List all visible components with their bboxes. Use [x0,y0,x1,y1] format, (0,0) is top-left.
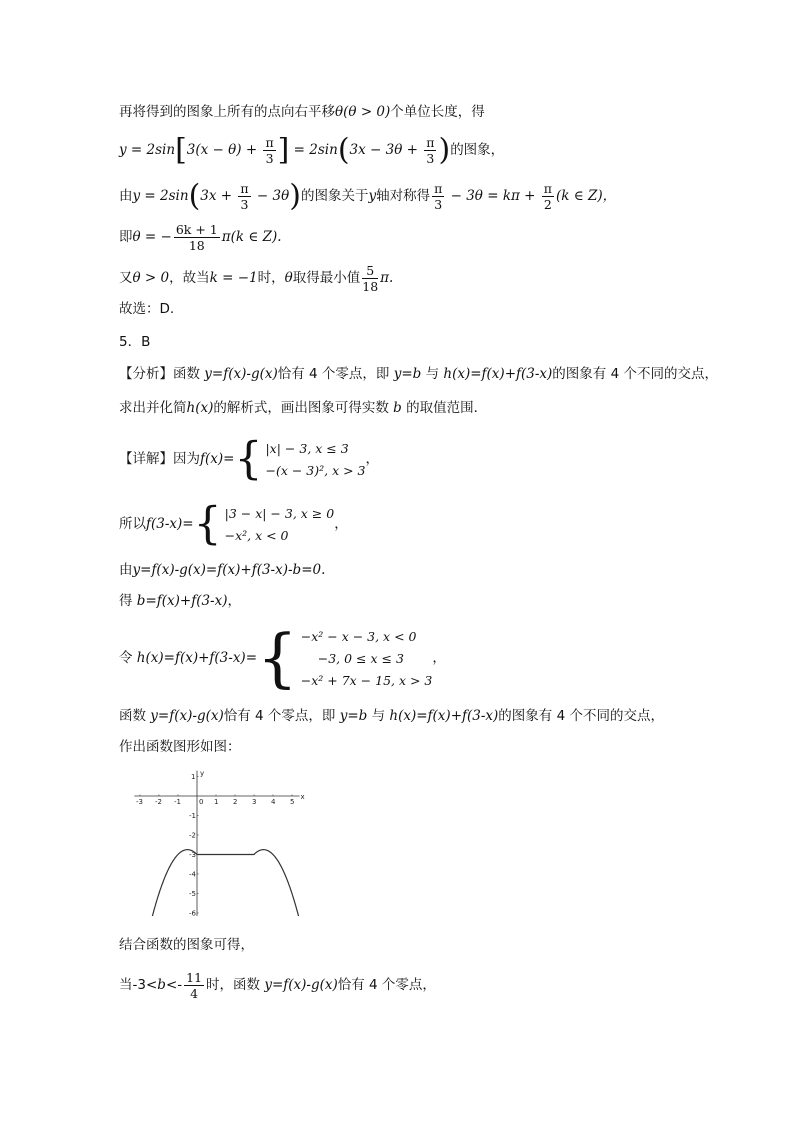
text: ， [365,451,379,467]
x-tick-label: 3 [252,798,257,806]
numerator: π [543,181,552,196]
brace: { [257,621,298,696]
numerator: π [240,181,249,196]
text: 再将得到的图象上所有的点向右平移 [119,104,335,120]
y-axis-label: y [200,769,205,778]
question-number: 5．B [119,334,151,350]
formula: 3(x − θ) + [186,142,262,158]
formula: y [368,188,377,204]
text: 令 [119,650,137,666]
text-line [119,560,325,580]
formula: y = 2sin [132,188,189,204]
case: −x² − x − 3, x < 0 [300,628,417,644]
numerator: 6k + 1 [175,222,218,237]
text-line: 结合函数的图象可得， [119,937,254,953]
cases [222,503,335,547]
paren: ( [337,132,350,168]
x-tick-label: 1 [214,798,219,806]
formula: y=f(x)-g(x) [204,366,278,382]
text: 恰有 4 个零点， [337,977,436,993]
formula: k = −1 [209,270,258,286]
formula: h(x)=f(x)+f(3-x)= [136,650,258,666]
x-tick-label: -2 [155,798,162,806]
formula: π(k ∈ Z). [221,229,282,245]
x-tick-label: 4 [271,798,276,806]
y-tick-label: -4 [189,870,196,879]
formula: y=b [393,366,422,382]
text: 个单位长度，得 [390,104,485,120]
denominator: 3 [240,197,249,212]
text: 的解析式，画出图象可得实数 [213,400,394,416]
formula: b=f(x)+f(3-x) [136,593,228,609]
formula: y = 2sin [119,142,176,158]
piecewise-line [119,621,446,696]
formula: − 3θ [252,188,290,204]
cases [298,626,433,692]
paren: ) [438,132,451,168]
text: 恰有 4 个零点，即 [223,708,340,724]
answer-line: 故选：D. [119,301,175,317]
text: 恰有 4 个零点，即 [277,366,394,382]
numerator: π [265,135,274,150]
text: 取得最小值 [292,270,361,286]
tick-labels [136,770,305,916]
text: <- [165,977,183,993]
text: 的图象关于 [300,188,369,204]
text: ， [334,516,348,532]
function-graph [126,764,306,916]
fraction [542,181,554,212]
denominator: 3 [434,197,443,212]
formula: θ [284,270,293,286]
text: ， [432,650,446,666]
x-tick-label: -3 [136,798,143,806]
bracket: [ [175,132,187,168]
formula: θ > 0 [132,270,170,286]
numerator: 11 [186,970,203,985]
formula: = 2sin [289,142,338,158]
formula: f(3-x)= [146,516,194,532]
formula: θ = − [132,229,172,245]
denominator: 18 [362,279,379,294]
origin-label: 0 [199,798,204,806]
fraction [174,222,220,253]
denominator: 2 [543,197,552,212]
case: |3 − x| − 3, x ≥ 0 [224,505,335,521]
text: 与 [367,708,390,724]
formula: b [157,977,166,993]
text-line: 作出函数图形如图： [119,739,241,755]
text: 由 [119,188,133,204]
text: 函数 [119,708,151,724]
y-tick-label: -6 [189,909,196,916]
formula: θ(θ > 0) [335,104,391,120]
paren: ( [188,178,201,214]
fraction [184,970,204,1001]
text: 【详解】因为 [119,451,200,467]
analysis-line [119,364,718,384]
case: −x² + 7x − 15, x > 3 [300,672,433,688]
text: 由 [119,562,133,578]
y-tick-label: 1 [191,773,196,781]
brace: { [193,498,222,550]
case: |x| − 3, x ≤ 3 [265,440,349,456]
text-line [119,591,241,611]
text: 求出并化简 [119,400,187,416]
fraction [424,135,436,166]
analysis-line [119,398,487,418]
y-tick-label: -2 [189,831,196,840]
text: 的取值范围． [401,400,488,416]
formula: 3x − 3θ + [349,142,423,158]
formula: y=f(x)-g(x) [264,977,338,993]
cases [262,438,365,482]
formula: y=f(x)-g(x)=f(x)+f(3-x)-b=0. [132,562,326,578]
text: 所以 [119,516,146,532]
formula-line [119,132,505,168]
case: −x², x < 0 [224,527,289,543]
x-tick-label: -1 [174,798,181,806]
x-axis-label: x [300,793,305,801]
y-tick-label: -1 [189,812,196,820]
fraction [238,181,250,212]
text: 即 [119,229,133,245]
formula: 3x + [200,188,237,204]
denominator: 3 [426,151,435,166]
text: 【分析】函数 [119,366,205,382]
formula: f(x)= [200,451,235,467]
x-tick-label: 5 [290,798,295,806]
text: 得 [119,593,137,609]
fraction [432,181,444,212]
conclusion-line [119,970,436,1001]
text-line [119,263,393,294]
text-line [119,706,664,726]
numerator: π [434,181,443,196]
text: 时， [257,270,285,286]
y-tick-label: -5 [189,890,196,898]
case: −(x − 3)², x > 3 [265,462,366,478]
text: 轴对称得 [376,188,431,204]
formula: π. [380,270,394,286]
denominator: 3 [265,151,274,166]
formula-line [119,222,282,253]
paren: ) [289,178,301,214]
text: ，故当 [169,270,210,286]
formula: h(x)=f(x)+f(3-x) [443,366,553,382]
numerator: 5 [362,263,378,279]
text: ， [227,593,241,609]
case: −3, 0 ≤ x ≤ 3 [317,650,404,666]
denominator: 4 [190,986,199,1001]
numerator: π [426,135,435,150]
formula: h(x)=f(x)+f(3-x) [389,708,499,724]
text: 时，函数 [206,977,265,993]
text: 的图象有 4 个不同的交点， [552,366,718,382]
brace: { [234,433,263,485]
piecewise-line [119,435,379,483]
formula: (k ∈ Z)， [555,188,617,204]
formula: − 3θ = kπ + [446,188,540,204]
x-tick-label: 2 [233,798,238,806]
text: 当-3< [119,977,158,993]
fraction [362,263,378,294]
bracket: ] [277,132,290,168]
text: 又 [119,270,133,286]
formula: b [393,400,402,416]
y-tick-label: -3 [189,851,196,859]
formula: h(x) [186,400,214,416]
text-line [119,102,485,122]
text: 与 [421,366,444,382]
function-curve [149,850,303,916]
piecewise-line [119,500,348,548]
formula-line [119,178,617,214]
formula: y=f(x)-g(x) [150,708,224,724]
formula: y=b [339,708,368,724]
denominator: 18 [188,238,205,253]
text: 的图象， [450,142,505,158]
text: 的图象有 4 个不同的交点， [498,708,664,724]
fraction [263,135,275,166]
